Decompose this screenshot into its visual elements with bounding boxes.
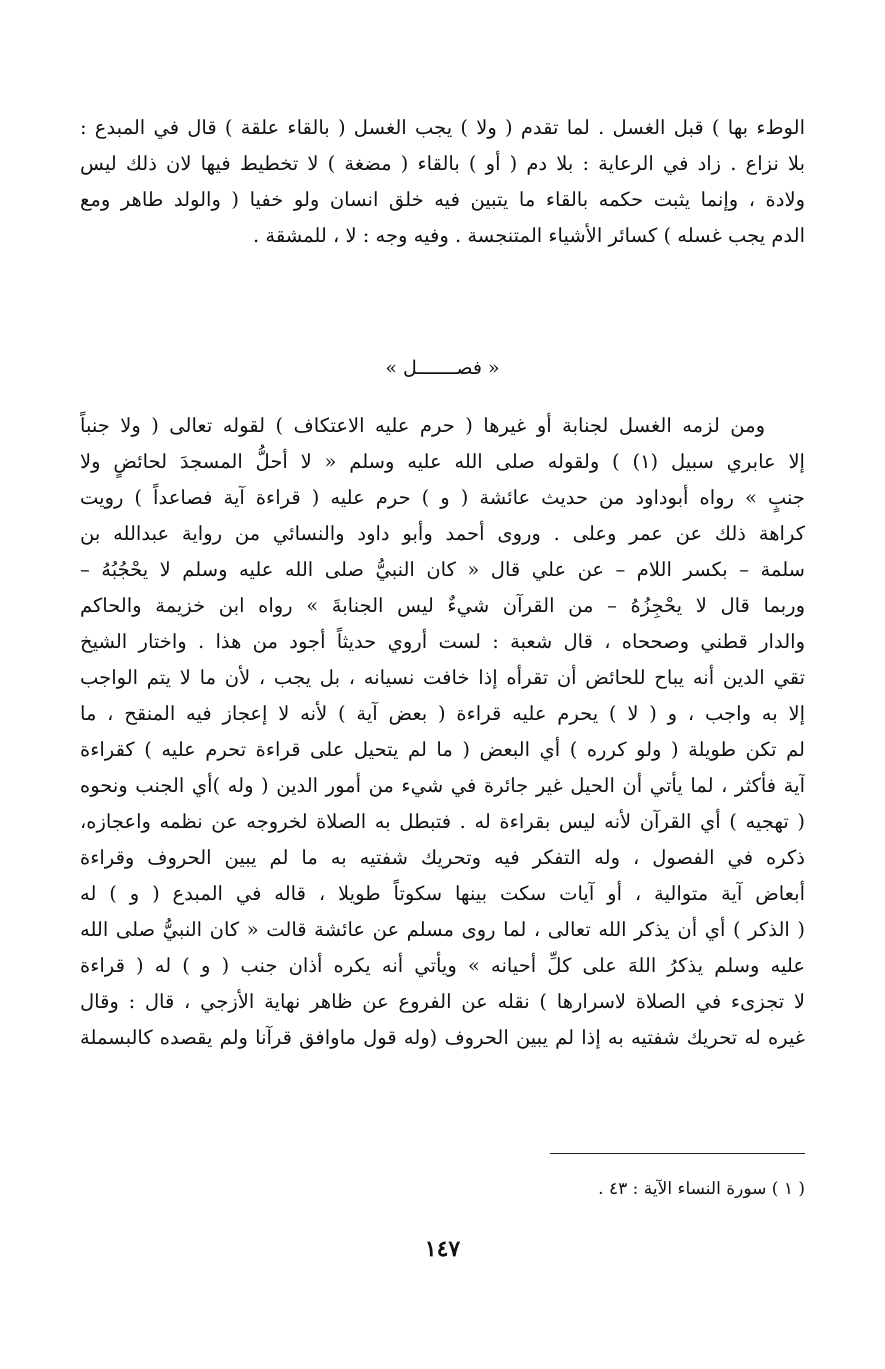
text-line: سلمة – بكسر اللام – عن علي قال « كان النبيُّ صلى الله عليه وسلم لا يحْجُبُهُ – [80,558,805,581]
text-line: كراهة ذلك عن عمر وعلى . وروى أحمد وأبو داود والنسائي من رواية عبدالله بن [80,522,805,545]
text-line: بلا نزاع . زاد في الرعاية : بلا دم ( أو ) بالقاء ( مضغة ) لا تخطيط فيها لان ذلك ليس [80,152,805,175]
text-line: إلا عابري سبيل (١) ) ولقوله صلى الله عليه وسلم « لا أحلُّ المسجدَ لحائضٍ ولا [80,450,805,473]
text-line: أبعاض آية متوالية ، أو آيات سكت بينها سكوتاً طويلا ، قاله في المبدع ( و ) له [80,882,805,905]
text-line: غيره له تحريك شفتيه به إذا لم يبين الحروف (وله قول ماوافق قرآنا ولم يقصده كالبسملة [80,1026,805,1049]
text-line: ومن لزمه الغسل لجنابة أو غيرها ( حرم عليه الاعتكاف ) لقوله تعالى ( ولا جنباً [80,414,765,437]
text-line: ( الذكر ) أي أن يذكر الله تعالى ، لما روى مسلم عن عائشة قالت « كان النبيُّ صلى الله [80,918,805,941]
footnote: ( ١ ) سورة النساء الآية : ٤٣ . [598,1179,805,1199]
page-number: ١٤٧ [424,1236,461,1262]
continued-paragraph [80,110,805,254]
text-line: وربما قال لا يحْجِزُهُ – من القرآن شيءٌ ليس الجنابةَ » رواه ابن خزيمة والحاكم [80,594,805,617]
text-line: الدم يجب غسله ) كسائر الأشياء المتنجسة . وفيه وجه : لا ، للمشقة . [252,224,805,247]
text-line: ذكره في الفصول ، وله التفكر فيه وتحريك شفتيه به ما لم يبين الحروف وقراءة [80,846,805,869]
text-line: إلا به واجب ، و ( لا ) يحرم عليه قراءة ( بعض آية ) لأنه لا إعجاز فيه المنقح ، ما [80,702,805,725]
text-line: والدار قطني وصححاه ، قال شعبة : لست أروي حديثاً أجود من هذا . واختار الشيخ [80,630,805,653]
text-line: تقي الدين أنه يباح للحائض أن تقرأه إذا خافت نسيانه ، بل يجب ، لأن ما لا يتم الواجب [80,666,805,689]
text-line: جنبٍ » رواه أبوداود من حديث عائشة ( و ) حرم عليه ( قراءة آية فصاعداً ) رويت [80,486,805,509]
main-paragraph [80,408,805,1056]
text-line: ولادة ، وإنما يثبت حكمه بالقاء ما يتبين فيه خلق انسان ولو خفيا ( والولد طاهر ومع [80,188,805,211]
section-heading: « فصـــــــل » [385,357,500,379]
text-line: ( تهجيه ) أي القرآن لأنه ليس بقراءة له . فتبطل به الصلاة لخروجه عن نظمه واعجازه، [80,810,805,833]
text-line: عليه وسلم يذكرُ اللهَ على كلِّ أحيانه » ويأتي أنه يكره أذان جنب ( و ) له ( قراءة [80,954,805,977]
text-line: لم تكن طويلة ( ولو كرره ) أي البعض ( ما لم يتحيل على قراءة تحرم عليه ) كقراءة [80,738,805,761]
text-line: آية فأكثر ، لما يأتي أن الحيل غير جائرة في شيء من أمور الدين ( وله )أي الجنب ونحوه [80,774,805,797]
text-line: الوطء بها ) قبل الغسل . لما تقدم ( ولا ) يجب الغسل ( بالقاء علقة ) قال في المبدع : [80,116,805,139]
footnote-divider [550,1153,805,1154]
text-line: لا تجزىء في الصلاة لاسرارها ) نقله عن الفروع عن ظاهر نهاية الأزجي ، قال : وقال [80,990,805,1013]
